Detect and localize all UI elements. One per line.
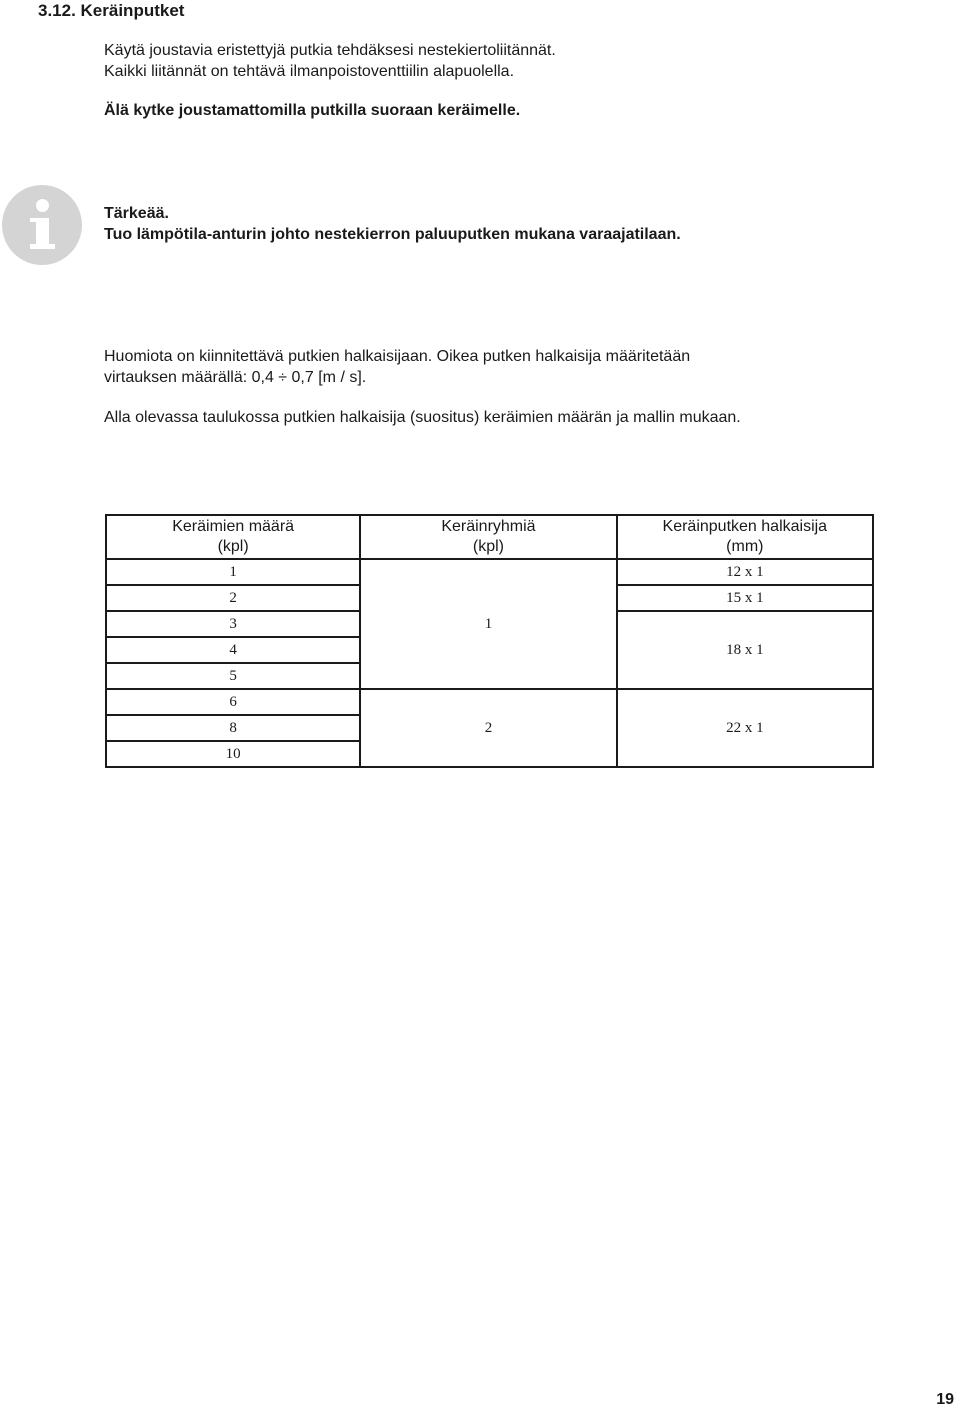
diameter-line-1: Huomiota on kiinnitettävä putkien halkaisijaan. Oikea putken halkaisija määritetään [104,348,691,365]
collector-count-cell: 4 [106,637,360,663]
collector-count-cell: 6 [106,689,360,715]
section-title: 3.12. Keräinputket [38,1,185,20]
groups-cell: 2 [360,689,616,767]
diameter-line-2: virtauksen määrällä: 0,4 ÷ 0,7 [m / s]. [104,369,367,386]
info-icon [2,185,82,265]
table-row [106,689,873,715]
table-intro: Alla olevassa taulukossa putkien halkaisija (suositus) keräimien määrän ja mallin mukaan. [104,409,741,426]
pipe-diameter-cell: 22 x 1 [617,689,873,767]
groups-cell: 1 [360,559,616,689]
collector-count-cell: 5 [106,663,360,689]
header-pipe-diameter: Keräinputken halkaisija (mm) [617,515,873,559]
pipe-diameter-table [105,514,874,768]
table-row [106,559,873,585]
collector-count-cell: 3 [106,611,360,637]
collector-count-cell: 1 [106,559,360,585]
intro-line-2: Kaikki liitännät on tehtävä ilmanpoistoventtiilin alapuolella. [104,63,515,80]
table-header-row [106,515,873,559]
pipe-diameter-cell: 15 x 1 [617,585,873,611]
pipe-diameter-cell: 18 x 1 [617,611,873,689]
page-number: 19 [936,1391,954,1408]
pipe-diameter-cell: 12 x 1 [617,559,873,585]
collector-count-cell: 2 [106,585,360,611]
collector-count-cell: 10 [106,741,360,767]
header-collector-groups: Keräinryhmiä (kpl) [360,515,616,559]
collector-count-cell: 8 [106,715,360,741]
note-text: Tuo lämpötila-anturin johto nestekierron paluuputken mukana varaajatilaan. [104,226,681,243]
warning-text: Älä kytke joustamattomilla putkilla suoraan keräimelle. [104,102,521,119]
header-collector-count: Keräimien määrä (kpl) [106,515,360,559]
intro-line-1: Käytä joustavia eristettyjä putkia tehdäksesi nestekiertoliitännät. [104,42,556,59]
note-title: Tärkeää. [104,205,169,222]
